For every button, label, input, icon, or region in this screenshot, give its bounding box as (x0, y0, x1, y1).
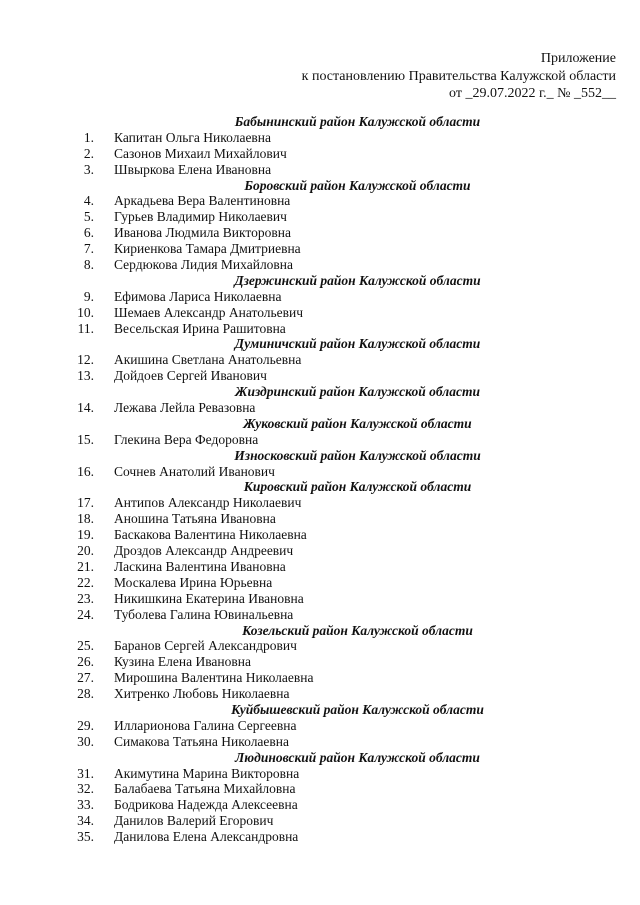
list-item (60, 495, 620, 511)
item-number: 14. (77, 400, 94, 416)
person-name: Аркадьева Вера Валентиновна (114, 193, 291, 209)
item-number: 20. (77, 543, 94, 559)
person-name: Кириенкова Тамара Дмитриевна (114, 241, 301, 257)
list-item (60, 511, 620, 527)
district-heading: Износковский район Калужской области (234, 447, 481, 463)
resolution-date-number: от _29.07.2022 г._ № _552__ (449, 86, 616, 101)
district-heading: Дзержинский район Калужской области (234, 272, 481, 288)
item-number: 23. (77, 590, 94, 606)
item-number: 26. (77, 654, 94, 670)
item-number: 15. (77, 431, 94, 447)
appendix-label: Приложение (540, 51, 616, 66)
item-number: 7. (83, 241, 94, 257)
list-item (60, 813, 620, 829)
item-number: 32. (77, 781, 94, 797)
district-heading: Козельский район Калужской области (242, 622, 473, 638)
person-name: Гурьев Владимир Николаевич (114, 209, 287, 225)
item-number: 21. (77, 558, 94, 574)
list-item (60, 257, 620, 273)
item-number: 27. (77, 670, 94, 686)
person-name: Москалева Ирина Юрьевна (114, 574, 273, 590)
list-item (60, 781, 620, 797)
person-name: Ефимова Лариса Николаевна (114, 288, 282, 304)
list-item (60, 209, 620, 225)
list-item (60, 225, 620, 241)
district-heading: Думиничский район Калужской области (234, 336, 481, 352)
people-list (60, 114, 620, 845)
list-item (60, 718, 620, 734)
person-name: Сердюкова Лидия Михайловна (114, 257, 294, 273)
person-name: Данилов Валерий Егорович (114, 813, 274, 829)
list-item (60, 797, 620, 813)
item-number: 10. (77, 304, 94, 320)
person-name: Бодрикова Надежда Алексеевна (114, 797, 298, 813)
person-name: Ласкина Валентина Ивановна (114, 558, 286, 574)
item-number: 5. (83, 209, 94, 225)
list-item (60, 305, 620, 321)
list-item (60, 591, 620, 607)
person-name: Баскакова Валентина Николаевна (114, 527, 307, 543)
person-name: Лежава Лейла Ревазовна (114, 400, 256, 416)
list-item (60, 686, 620, 702)
person-name: Балабаева Татьяна Михайловна (114, 781, 296, 797)
person-name: Иванова Людмила Викторовна (114, 225, 291, 241)
item-number: 4. (83, 193, 94, 209)
person-name: Туболева Галина Ювинальевна (114, 606, 294, 622)
item-number: 35. (77, 829, 94, 845)
item-number: 8. (83, 257, 94, 273)
item-number: 31. (77, 765, 94, 781)
district-heading: Жуковский район Калужской области (243, 415, 472, 431)
list-item (60, 607, 620, 623)
list-item (60, 130, 620, 146)
person-name: Антипов Александр Николаевич (114, 495, 302, 511)
item-number: 34. (77, 813, 94, 829)
person-name: Симакова Татьяна Николаевна (114, 733, 289, 749)
list-item (60, 146, 620, 162)
item-number: 3. (83, 161, 94, 177)
person-name: Акишина Светлана Анатольевна (114, 352, 302, 368)
item-number: 16. (77, 463, 94, 479)
person-name: Илларионова Галина Сергеевна (114, 717, 297, 733)
list-item (60, 193, 620, 209)
person-name: Весельская Ирина Рашитовна (114, 320, 286, 336)
resolution-reference: к постановлению Правительства Калужской области (301, 68, 616, 84)
district-heading: Бабынинский район Калужской области (234, 114, 481, 129)
person-name: Сочнев Анатолий Иванович (114, 463, 275, 479)
person-name: Аношина Татьяна Ивановна (114, 511, 276, 527)
list-item (60, 241, 620, 257)
document-header (302, 50, 616, 103)
person-name: Швыркова Елена Ивановна (114, 161, 272, 177)
list-item (60, 766, 620, 782)
list-item (60, 400, 620, 416)
list-item (60, 638, 620, 654)
list-item (60, 432, 620, 448)
person-name: Глекина Вера Федоровна (114, 431, 259, 447)
item-number: 30. (77, 733, 94, 749)
item-number: 6. (83, 225, 94, 241)
district-heading: Боровский район Калужской области (244, 177, 471, 193)
item-number: 18. (77, 511, 94, 527)
list-item (60, 368, 620, 384)
list-item (60, 352, 620, 368)
person-name: Акимутина Марина Викторовна (114, 765, 300, 781)
item-number: 1. (83, 129, 94, 145)
district-heading: Жиздринский район Калужской области (235, 384, 480, 400)
list-item (60, 543, 620, 559)
item-number: 11. (77, 320, 94, 336)
item-number: 29. (77, 717, 94, 733)
item-number: 9. (83, 288, 94, 304)
person-name: Дойдоев Сергей Иванович (114, 368, 267, 384)
list-item (60, 321, 620, 337)
item-number: 19. (77, 527, 94, 543)
item-number: 13. (77, 368, 94, 384)
item-number: 22. (77, 574, 94, 590)
person-name: Капитан Ольга Николаевна (114, 129, 272, 145)
person-name: Хитренко Любовь Николаевна (114, 686, 290, 702)
list-item (60, 575, 620, 591)
list-item (60, 829, 620, 845)
list-item (60, 289, 620, 305)
person-name: Мирошина Валентина Николаевна (114, 670, 314, 686)
item-number: 12. (77, 352, 94, 368)
person-name: Данилова Елена Александровна (114, 829, 299, 845)
item-number: 24. (77, 606, 94, 622)
list-item (60, 654, 620, 670)
person-name: Дроздов Александр Андреевич (114, 543, 294, 559)
item-number: 28. (77, 686, 94, 702)
person-name: Баранов Сергей Александрович (114, 638, 297, 654)
list-item (60, 527, 620, 543)
district-heading: Людиновский район Калужской области (235, 749, 480, 765)
list-item (60, 162, 620, 178)
list-item (60, 559, 620, 575)
district-heading: Кировский район Калужской области (243, 479, 472, 495)
person-name: Кузина Елена Ивановна (114, 654, 251, 670)
item-number: 33. (77, 797, 94, 813)
person-name: Шемаев Александр Анатольевич (114, 304, 304, 320)
list-item (60, 670, 620, 686)
item-number: 17. (77, 495, 94, 511)
district-heading: Куйбышевский район Калужской области (231, 701, 484, 717)
list-item (60, 464, 620, 480)
item-number: 2. (83, 145, 94, 161)
person-name: Сазонов Михаил Михайлович (114, 145, 287, 161)
item-number: 25. (77, 638, 94, 654)
person-name: Никишкина Екатерина Ивановна (114, 590, 304, 606)
list-item (60, 734, 620, 750)
